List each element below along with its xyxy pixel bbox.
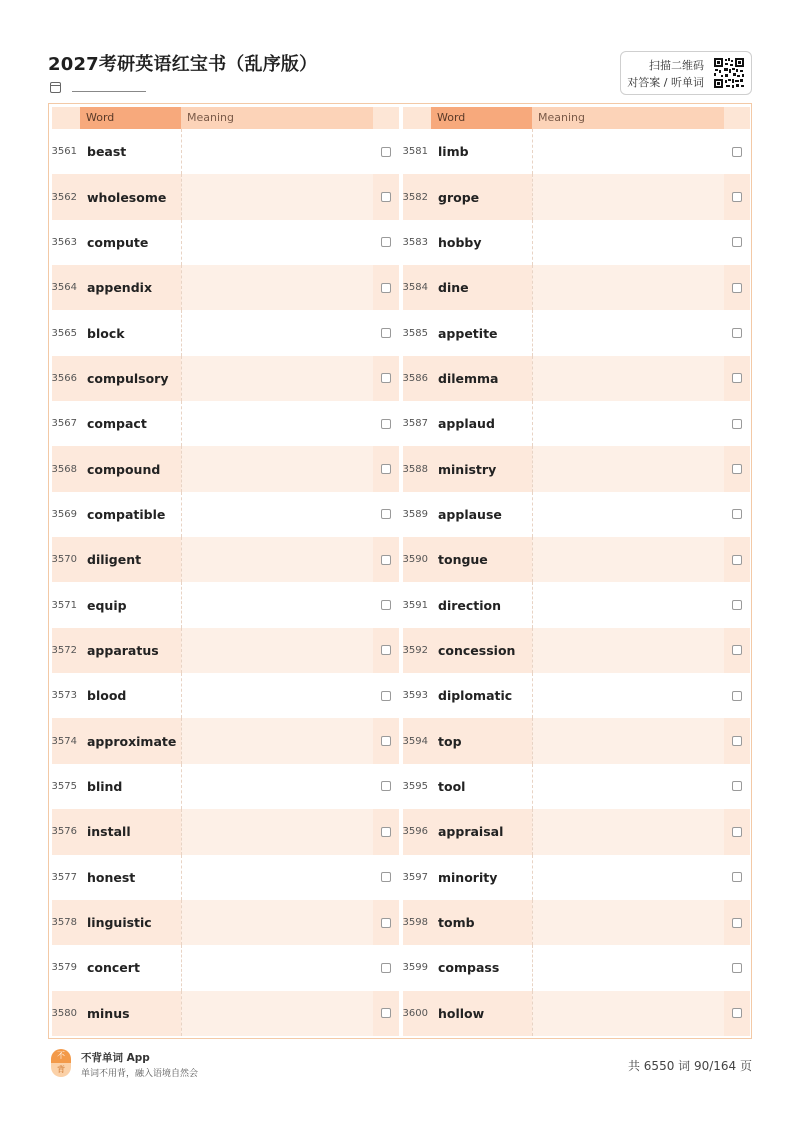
table-row <box>403 310 750 355</box>
word-text: top <box>438 733 462 749</box>
checkbox[interactable] <box>381 781 391 791</box>
logo-top: 不 <box>51 1049 71 1063</box>
table-row <box>52 401 399 446</box>
table-row <box>52 945 399 990</box>
word-column-left <box>52 104 399 1037</box>
checkbox[interactable] <box>732 373 742 383</box>
table-row <box>52 855 399 900</box>
word-number: 3584 <box>402 282 428 294</box>
qr-caption-line1: 扫描二维码 <box>649 59 704 72</box>
header-meaning: Meaning <box>532 107 724 129</box>
table-row <box>403 673 750 718</box>
meaning-cell[interactable] <box>532 582 724 627</box>
table-row <box>52 991 399 1036</box>
checkbox[interactable] <box>732 827 742 837</box>
word-number: 3570 <box>51 554 77 566</box>
meaning-cell[interactable] <box>532 945 724 990</box>
check-cell <box>724 265 750 310</box>
check-cell <box>373 582 399 627</box>
check-cell <box>373 900 399 945</box>
word-number: 3586 <box>402 372 428 384</box>
word-number: 3573 <box>51 690 77 702</box>
meaning-cell[interactable] <box>532 129 724 174</box>
word-text: block <box>87 325 125 341</box>
table-row <box>52 537 399 582</box>
table-row <box>52 356 399 401</box>
meaning-cell[interactable] <box>181 764 373 809</box>
checkbox[interactable] <box>381 918 391 928</box>
check-cell <box>373 991 399 1036</box>
meaning-cell[interactable] <box>181 129 373 174</box>
table-row <box>403 855 750 900</box>
word-text: apparatus <box>87 642 159 658</box>
table-row <box>403 764 750 809</box>
word-text: ministry <box>438 461 497 477</box>
checkbox[interactable] <box>732 237 742 247</box>
word-text: compact <box>87 416 147 432</box>
check-cell <box>724 673 750 718</box>
meaning-cell[interactable] <box>532 764 724 809</box>
word-number: 3566 <box>51 372 77 384</box>
app-slogan: 单词不用背，融入语境自然会 <box>81 1069 199 1079</box>
word-text: diplomatic <box>438 688 513 704</box>
logo-bottom: 背 <box>51 1063 71 1077</box>
meaning-cell[interactable] <box>532 492 724 537</box>
table-row <box>52 900 399 945</box>
check-cell <box>373 537 399 582</box>
meaning-cell[interactable] <box>181 628 373 673</box>
meaning-cell[interactable] <box>181 855 373 900</box>
header-num-cell <box>403 107 431 129</box>
meaning-cell[interactable] <box>181 310 373 355</box>
word-text: compound <box>87 461 161 477</box>
meaning-cell[interactable] <box>181 265 373 310</box>
check-cell <box>724 628 750 673</box>
word-text: direction <box>438 597 502 613</box>
word-text: blood <box>87 688 127 704</box>
meaning-cell[interactable] <box>181 673 373 718</box>
table-row <box>52 628 399 673</box>
checkbox[interactable] <box>732 691 742 701</box>
table-row <box>52 129 399 174</box>
word-number: 3587 <box>402 418 428 430</box>
check-cell <box>724 129 750 174</box>
table-row <box>403 129 750 174</box>
check-cell <box>724 764 750 809</box>
checkbox[interactable] <box>381 600 391 610</box>
calendar-icon <box>50 82 61 93</box>
meaning-cell[interactable] <box>532 855 724 900</box>
table-row <box>403 537 750 582</box>
table-row <box>52 310 399 355</box>
checkbox[interactable] <box>732 781 742 791</box>
meaning-cell[interactable] <box>181 356 373 401</box>
checkbox[interactable] <box>732 872 742 882</box>
word-number: 3600 <box>402 1007 428 1019</box>
check-cell <box>373 356 399 401</box>
check-cell <box>724 900 750 945</box>
word-number: 3583 <box>402 236 428 248</box>
meaning-cell[interactable] <box>532 718 724 763</box>
table-header <box>403 107 750 129</box>
check-cell <box>724 401 750 446</box>
word-number: 3591 <box>402 599 428 611</box>
word-number: 3577 <box>51 871 77 883</box>
word-number: 3568 <box>51 463 77 475</box>
table-row <box>403 446 750 491</box>
meaning-cell[interactable] <box>532 356 724 401</box>
meaning-cell[interactable] <box>181 945 373 990</box>
check-cell <box>373 401 399 446</box>
word-text: install <box>87 824 131 840</box>
meaning-cell[interactable] <box>181 401 373 446</box>
checkbox[interactable] <box>732 736 742 746</box>
word-number: 3564 <box>51 282 77 294</box>
table-row <box>403 718 750 763</box>
checkbox[interactable] <box>732 645 742 655</box>
qr-caption <box>627 57 704 91</box>
table-row <box>403 628 750 673</box>
word-text: honest <box>87 869 136 885</box>
meaning-cell[interactable] <box>181 582 373 627</box>
table-row <box>403 401 750 446</box>
table-header <box>52 107 399 129</box>
checkbox[interactable] <box>732 419 742 429</box>
word-number: 3585 <box>402 327 428 339</box>
header-word: Word <box>431 107 532 129</box>
word-text: wholesome <box>87 189 167 205</box>
word-text: tomb <box>438 915 475 931</box>
check-cell <box>373 492 399 537</box>
word-text: dine <box>438 280 469 296</box>
checkbox[interactable] <box>381 872 391 882</box>
header-num-cell <box>52 107 80 129</box>
check-cell <box>373 310 399 355</box>
meaning-cell[interactable] <box>181 220 373 265</box>
checkbox[interactable] <box>381 147 391 157</box>
page-title: 2027考研英语红宝书（乱序版） <box>48 54 318 75</box>
word-number: 3596 <box>402 826 428 838</box>
word-text: approximate <box>87 733 177 749</box>
meaning-cell[interactable] <box>532 537 724 582</box>
check-cell <box>724 310 750 355</box>
check-cell <box>724 809 750 854</box>
checkbox[interactable] <box>381 283 391 293</box>
table-row <box>403 945 750 990</box>
table-row <box>403 220 750 265</box>
checkbox[interactable] <box>732 283 742 293</box>
word-text: appendix <box>87 280 153 296</box>
checkbox[interactable] <box>732 464 742 474</box>
table-row <box>52 718 399 763</box>
check-cell <box>373 673 399 718</box>
word-text: appraisal <box>438 824 504 840</box>
meaning-cell[interactable] <box>181 446 373 491</box>
header-meaning: Meaning <box>181 107 373 129</box>
qr-code-icon <box>713 57 745 89</box>
check-cell <box>373 809 399 854</box>
check-cell <box>373 220 399 265</box>
meaning-cell[interactable] <box>532 265 724 310</box>
word-number: 3598 <box>402 917 428 929</box>
checkbox[interactable] <box>732 555 742 565</box>
header-check-cell <box>373 107 399 129</box>
app-name: 不背单词 App <box>81 1052 150 1064</box>
meaning-cell[interactable] <box>181 492 373 537</box>
checkbox[interactable] <box>732 918 742 928</box>
check-cell <box>724 356 750 401</box>
checkbox[interactable] <box>732 192 742 202</box>
word-number: 3571 <box>51 599 77 611</box>
word-number: 3599 <box>402 962 428 974</box>
checkbox[interactable] <box>381 509 391 519</box>
word-text: concert <box>87 960 140 976</box>
checkbox[interactable] <box>732 509 742 519</box>
table-row <box>52 220 399 265</box>
check-cell <box>373 945 399 990</box>
checkbox[interactable] <box>732 1008 742 1018</box>
meaning-cell[interactable] <box>532 809 724 854</box>
checkbox[interactable] <box>381 192 391 202</box>
word-text: applaud <box>438 416 495 432</box>
app-logo <box>51 1049 71 1077</box>
meaning-cell[interactable] <box>181 809 373 854</box>
word-text: hollow <box>438 1005 485 1021</box>
word-text: compass <box>438 960 500 976</box>
qr-panel <box>620 51 752 95</box>
checkbox[interactable] <box>381 963 391 973</box>
check-cell <box>373 265 399 310</box>
table-row <box>403 356 750 401</box>
meaning-cell[interactable] <box>181 991 373 1036</box>
word-number: 3561 <box>51 146 77 158</box>
date-field <box>50 82 146 93</box>
check-cell <box>724 446 750 491</box>
header-check-cell <box>724 107 750 129</box>
word-number: 3572 <box>51 644 77 656</box>
meaning-cell[interactable] <box>181 537 373 582</box>
checkbox[interactable] <box>381 464 391 474</box>
table-row <box>52 582 399 627</box>
check-cell <box>373 855 399 900</box>
word-text: compatible <box>87 506 166 522</box>
word-number: 3569 <box>51 508 77 520</box>
meaning-cell[interactable] <box>532 310 724 355</box>
check-cell <box>724 991 750 1036</box>
table-row <box>403 900 750 945</box>
word-text: diligent <box>87 552 142 568</box>
word-text: concession <box>438 642 516 658</box>
word-text: compute <box>87 234 149 250</box>
word-text: grope <box>438 189 480 205</box>
checkbox[interactable] <box>381 555 391 565</box>
check-cell <box>724 220 750 265</box>
table-row <box>52 446 399 491</box>
meaning-cell[interactable] <box>532 401 724 446</box>
check-cell <box>373 446 399 491</box>
word-text: dilemma <box>438 370 499 386</box>
word-text: blind <box>87 778 123 794</box>
meaning-cell[interactable] <box>181 174 373 219</box>
check-cell <box>724 582 750 627</box>
word-number: 3574 <box>51 735 77 747</box>
checkbox[interactable] <box>381 373 391 383</box>
check-cell <box>373 764 399 809</box>
check-cell <box>373 129 399 174</box>
table-row <box>52 265 399 310</box>
checkbox[interactable] <box>732 963 742 973</box>
checkbox[interactable] <box>381 237 391 247</box>
meaning-cell[interactable] <box>532 174 724 219</box>
word-text: linguistic <box>87 915 152 931</box>
meaning-cell[interactable] <box>181 718 373 763</box>
word-number: 3563 <box>51 236 77 248</box>
word-number: 3582 <box>402 191 428 203</box>
word-text: compulsory <box>87 370 169 386</box>
table-row <box>52 673 399 718</box>
checkbox[interactable] <box>381 827 391 837</box>
qr-caption-line2: 对答案 / 听单词 <box>627 76 704 89</box>
check-cell <box>373 174 399 219</box>
meaning-cell[interactable] <box>181 900 373 945</box>
word-table <box>48 103 752 1039</box>
word-number: 3562 <box>51 191 77 203</box>
check-cell <box>724 537 750 582</box>
word-number: 3597 <box>402 871 428 883</box>
checkbox[interactable] <box>732 328 742 338</box>
word-text: tongue <box>438 552 488 568</box>
check-cell <box>724 855 750 900</box>
word-text: applause <box>438 506 502 522</box>
word-number: 3578 <box>51 917 77 929</box>
checkbox[interactable] <box>381 691 391 701</box>
word-column-right <box>403 104 750 1037</box>
check-cell <box>373 718 399 763</box>
word-text: hobby <box>438 234 482 250</box>
checkbox[interactable] <box>381 1008 391 1018</box>
table-row <box>52 809 399 854</box>
word-number: 3592 <box>402 644 428 656</box>
date-blank-line <box>72 84 146 92</box>
checkbox[interactable] <box>381 419 391 429</box>
word-number: 3593 <box>402 690 428 702</box>
meaning-cell[interactable] <box>532 991 724 1036</box>
table-row <box>403 809 750 854</box>
word-number: 3565 <box>51 327 77 339</box>
word-number: 3575 <box>51 780 77 792</box>
page-info: 共 6550 词 90/164 页 <box>627 1059 752 1073</box>
word-number: 3588 <box>402 463 428 475</box>
checkbox[interactable] <box>732 600 742 610</box>
table-row <box>403 492 750 537</box>
check-cell <box>724 945 750 990</box>
table-row <box>403 991 750 1036</box>
check-cell <box>724 492 750 537</box>
word-number: 3579 <box>51 962 77 974</box>
table-row <box>403 265 750 310</box>
check-cell <box>724 718 750 763</box>
header-word: Word <box>80 107 181 129</box>
word-number: 3581 <box>402 146 428 158</box>
word-text: limb <box>438 144 469 160</box>
rows-left <box>52 129 399 1036</box>
word-number: 3580 <box>51 1007 77 1019</box>
word-text: tool <box>438 778 466 794</box>
word-text: minority <box>438 869 498 885</box>
word-text: minus <box>87 1005 130 1021</box>
word-number: 3576 <box>51 826 77 838</box>
meaning-cell[interactable] <box>532 446 724 491</box>
table-row <box>403 174 750 219</box>
word-number: 3589 <box>402 508 428 520</box>
checkbox[interactable] <box>381 736 391 746</box>
word-text: appetite <box>438 325 498 341</box>
word-number: 3594 <box>402 735 428 747</box>
table-row <box>403 582 750 627</box>
rows-right <box>403 129 750 1036</box>
table-row <box>52 764 399 809</box>
checkbox[interactable] <box>732 147 742 157</box>
checkbox[interactable] <box>381 328 391 338</box>
word-number: 3567 <box>51 418 77 430</box>
word-text: equip <box>87 597 127 613</box>
word-number: 3590 <box>402 554 428 566</box>
meaning-cell[interactable] <box>532 628 724 673</box>
checkbox[interactable] <box>381 645 391 655</box>
check-cell <box>373 628 399 673</box>
word-text: beast <box>87 144 127 160</box>
meaning-cell[interactable] <box>532 900 724 945</box>
table-row <box>52 174 399 219</box>
word-number: 3595 <box>402 780 428 792</box>
meaning-cell[interactable] <box>532 673 724 718</box>
check-cell <box>724 174 750 219</box>
table-row <box>52 492 399 537</box>
meaning-cell[interactable] <box>532 220 724 265</box>
